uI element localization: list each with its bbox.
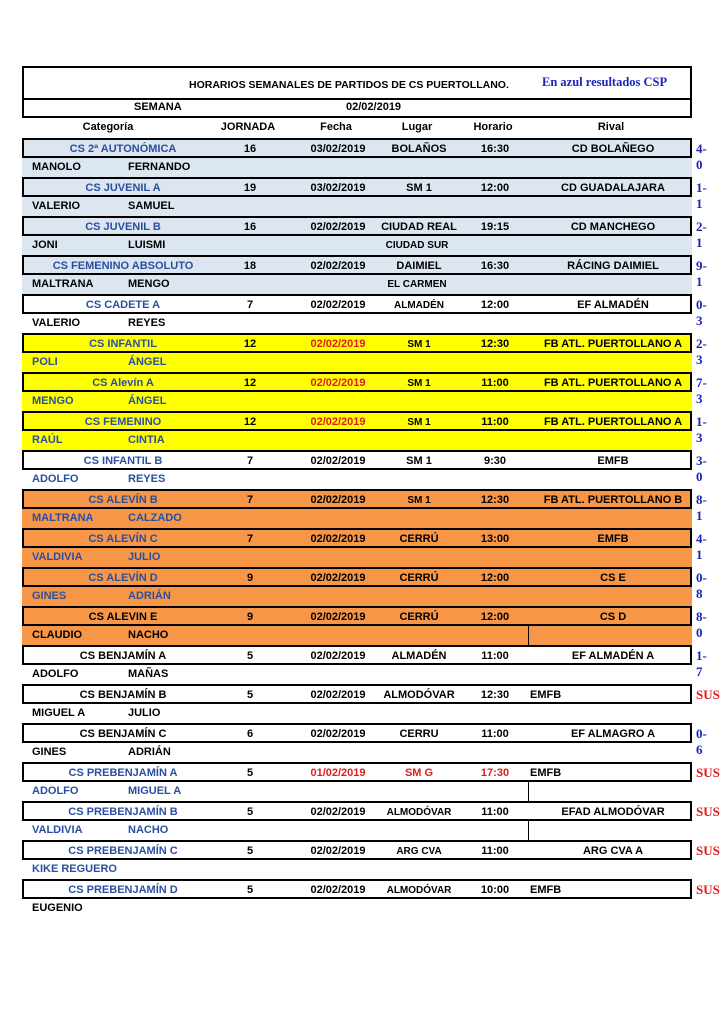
player-2: REYES (128, 317, 166, 329)
time-cell: 12:30 (480, 689, 510, 701)
time-cell: 11:00 (481, 845, 509, 857)
col-header-horario: Horario (473, 121, 513, 133)
rival-cell: RÁCING DAIMIEL (567, 260, 659, 272)
time-cell: 12:00 (480, 299, 510, 311)
jornada-cell: 5 (246, 650, 254, 662)
jornada-cell: 16 (243, 143, 257, 155)
title-row (22, 66, 692, 100)
jornada-cell: 5 (246, 806, 254, 818)
player-2: NACHO (128, 629, 169, 641)
players-row (22, 821, 692, 840)
time-cell: 11:00 (481, 806, 509, 818)
rival-cell: CS E (600, 572, 626, 584)
time-cell: 12:30 (480, 494, 510, 506)
player-2: MAÑAS (128, 668, 169, 680)
player-1: VALERIO (32, 200, 81, 212)
date-cell: 02/02/2019 (310, 689, 366, 701)
jornada-cell: 12 (243, 377, 257, 389)
venue-cell: CIUDAD REAL (381, 221, 457, 233)
category-cell: CS INFANTIL B (83, 455, 163, 467)
time-cell: 12:30 (480, 338, 510, 350)
result-cell: 0-6 (696, 726, 707, 757)
rival-cell: FB ATL. PUERTOLLANO A (543, 416, 683, 428)
category-cell: CS PREBENJAMÍN B (68, 806, 178, 818)
date-cell: 01/02/2019 (310, 767, 366, 779)
rival-cell: CD GUADALAJARA (561, 182, 665, 194)
result-cell: 3-0 (696, 453, 707, 484)
category-cell: CS ALEVÍN C (88, 533, 158, 545)
date-cell: 02/02/2019 (310, 611, 366, 623)
players-row (22, 197, 692, 216)
venue-cell: ALMODÓVAR (383, 689, 455, 701)
player-2: FERNANDO (128, 161, 191, 173)
venue-cell: SM G (404, 767, 434, 779)
result-cell: SUS (696, 843, 720, 858)
venue-cell: SM 1 (407, 378, 431, 389)
week-row (22, 100, 692, 118)
date-cell: 02/02/2019 (310, 494, 366, 506)
jornada-cell: 12 (243, 338, 257, 350)
category-cell: CS FEMENINO (84, 416, 162, 428)
match-row (22, 801, 720, 821)
result-cell: 1-1 (696, 180, 707, 211)
schedule-sheet (22, 66, 720, 918)
player-2: MIGUEL A (128, 785, 182, 797)
date-cell: 02/02/2019 (310, 884, 366, 896)
time-cell: 12:00 (480, 611, 510, 623)
rival-cell: EMFB (530, 884, 562, 896)
players-row (22, 782, 692, 801)
venue-cell: CERRÚ (399, 572, 439, 584)
time-cell: 16:30 (480, 143, 510, 155)
result-cell: 0-8 (696, 570, 707, 601)
result-cell: 4-1 (696, 531, 707, 562)
category-cell: CS BENJAMÍN C (79, 728, 167, 740)
player-2: MENGO (128, 278, 170, 290)
rival-cell: CD MANCHEGO (570, 221, 656, 233)
category-cell: CS 2ª AUTONÓMICA (69, 143, 177, 155)
category-cell: CS PREBENJAMÍN A (68, 767, 178, 779)
player-1: MENGO (32, 395, 74, 407)
time-cell: 9:30 (483, 455, 507, 467)
jornada-cell: 12 (243, 416, 257, 428)
result-cell: 2-3 (696, 336, 707, 367)
player-1: ADOLFO (32, 668, 79, 680)
result-cell: 8-1 (696, 492, 707, 523)
jornada-cell: 19 (243, 182, 257, 194)
rival-cell: FB ATL. PUERTOLLANO B (543, 494, 683, 506)
result-cell: SUS (696, 882, 720, 897)
player-1: VALDIVIA (32, 551, 83, 563)
player-2: ADRIÁN (128, 746, 171, 758)
time-cell: 17:30 (480, 767, 510, 779)
cell-divider (528, 781, 529, 802)
date-cell: 03/02/2019 (310, 143, 366, 155)
time-cell: 13:00 (480, 533, 510, 545)
time-cell: 12:00 (480, 182, 510, 194)
date-cell: 02/02/2019 (310, 377, 366, 389)
category-cell: CS CADETE A (85, 299, 161, 311)
player-1: VALERIO (32, 317, 81, 329)
player-1: EUGENIO (32, 902, 83, 914)
category-cell: CS ALEVIN E (88, 611, 158, 623)
venue-cell: SM 1 (407, 495, 431, 506)
players-row (22, 860, 692, 879)
rival-cell: CS D (599, 611, 627, 623)
player-1: VALDIVIA (32, 824, 83, 836)
result-cell: SUS (696, 804, 720, 819)
result-cell: SUS (696, 687, 720, 702)
date-cell: 02/02/2019 (310, 728, 366, 740)
venue-cell: SM 1 (407, 417, 431, 428)
players-row (22, 626, 692, 645)
players-row (22, 470, 692, 489)
jornada-cell: 5 (246, 884, 254, 896)
date-cell: 02/02/2019 (310, 260, 366, 272)
players-row (22, 431, 692, 450)
player-2: ÁNGEL (128, 356, 167, 368)
date-cell: 02/02/2019 (310, 416, 366, 428)
jornada-cell: 9 (246, 611, 254, 623)
player-1: JONI (32, 239, 58, 251)
match-row (22, 762, 720, 782)
player-2: JULIO (128, 707, 161, 719)
col-header-fecha: Fecha (320, 121, 352, 133)
player-2: SAMUEL (128, 200, 175, 212)
category-cell: CS JUVENIL B (85, 221, 161, 233)
player-1: CLAUDIO (32, 629, 83, 641)
venue-cell: SM 1 (407, 339, 431, 350)
jornada-cell: 16 (243, 221, 257, 233)
player-2: REYES (128, 473, 166, 485)
result-cell: 2-1 (696, 219, 707, 250)
time-cell: 11:00 (481, 416, 509, 428)
venue-cell: CERRÚ (399, 533, 439, 545)
venue-cell: DAIMIEL (396, 260, 442, 272)
venue-cell: SM 1 (406, 455, 432, 467)
player-1: KIKE REGUERO (32, 863, 117, 875)
week-label: SEMANA (134, 101, 182, 113)
time-cell: 11:00 (481, 377, 509, 389)
date-cell: 02/02/2019 (310, 221, 366, 233)
category-cell: CS JUVENIL A (85, 182, 161, 194)
venue-cell: SM 1 (406, 182, 432, 194)
players-row (22, 314, 692, 333)
rival-cell: EF ALMADÉN (577, 299, 649, 311)
player-1: RAÚL (32, 434, 63, 446)
week-date: 02/02/2019 (346, 101, 402, 113)
jornada-cell: 5 (246, 689, 254, 701)
venue-cell: ALMADÉN (394, 300, 444, 311)
date-cell: 02/02/2019 (310, 650, 366, 662)
rival-cell: FB ATL. PUERTOLLANO A (543, 338, 683, 350)
category-cell: CS PREBENJAMÍN D (68, 884, 178, 896)
players-row (22, 509, 692, 528)
player-1: ADOLFO (32, 473, 79, 485)
rival-cell: EMFB (597, 455, 629, 467)
result-cell: 1-3 (696, 414, 707, 445)
category-cell: CS BENJAMÍN A (79, 650, 167, 662)
player-2: CINTIA (128, 434, 165, 446)
col-header-lugar: Lugar (401, 121, 433, 133)
category-cell: CS FEMENINO ABSOLUTO (52, 260, 194, 272)
rival-cell: ARG CVA A (582, 845, 644, 857)
players-row (22, 236, 692, 255)
venue-note: EL CARMEN (387, 279, 447, 290)
category-cell: CS Alevín A (92, 377, 154, 389)
result-cell: 1-7 (696, 648, 707, 679)
venue-cell: CERRÚ (399, 611, 439, 623)
player-1: GINES (32, 590, 67, 602)
rival-cell: EMFB (530, 767, 562, 779)
date-cell: 02/02/2019 (310, 572, 366, 584)
player-2: LUISMI (128, 239, 166, 251)
player-1: GINES (32, 746, 67, 758)
players-row (22, 392, 692, 411)
jornada-cell: 5 (246, 767, 254, 779)
venue-cell: ARG CVA (396, 846, 442, 857)
results-note: En azul resultados CSP (542, 75, 668, 89)
col-header-categoria: Categoría (82, 121, 134, 133)
venue-cell: ALMODÓVAR (386, 885, 452, 896)
rival-cell: EFAD ALMODÓVAR (561, 806, 665, 818)
player-2: JULIO (128, 551, 161, 563)
player-1: MIGUEL A (32, 707, 86, 719)
col-header-rival: Rival (597, 121, 625, 133)
rival-cell: FB ATL. PUERTOLLANO A (543, 377, 683, 389)
rival-cell: EMFB (597, 533, 629, 545)
jornada-cell: 5 (246, 845, 254, 857)
players-row (22, 704, 692, 723)
jornada-cell: 18 (243, 260, 257, 272)
player-2: ÁNGEL (128, 395, 167, 407)
jornada-cell: 7 (246, 533, 254, 545)
category-cell: CS PREBENJAMÍN C (68, 845, 178, 857)
rival-cell: CD BOLAÑEGO (571, 143, 655, 155)
jornada-cell: 7 (246, 455, 254, 467)
players-row (22, 353, 692, 372)
jornada-cell: 7 (246, 494, 254, 506)
result-cell: 0-3 (696, 297, 707, 328)
jornada-cell: 7 (246, 299, 254, 311)
players-row (22, 899, 692, 918)
players-row (22, 587, 692, 606)
result-cell: 9-1 (696, 258, 707, 289)
player-2: CALZADO (128, 512, 182, 524)
venue-cell: CERRU (399, 728, 439, 740)
rival-cell: EMFB (530, 689, 562, 701)
result-cell: 8-0 (696, 609, 707, 640)
category-cell: CS INFANTIL (89, 338, 157, 350)
players-row (22, 275, 692, 294)
date-cell: 02/02/2019 (310, 533, 366, 545)
cell-divider (528, 625, 529, 646)
date-cell: 02/02/2019 (310, 299, 366, 311)
date-cell: 02/02/2019 (310, 806, 366, 818)
category-cell: CS BENJAMÍN B (79, 689, 167, 701)
venue-cell: ALMADÉN (391, 650, 447, 662)
players-row (22, 158, 692, 177)
time-cell: 16:30 (480, 260, 510, 272)
match-row (22, 840, 720, 860)
player-1: ADOLFO (32, 785, 79, 797)
venue-cell: BOLAÑOS (391, 143, 447, 155)
time-cell: 11:00 (481, 728, 509, 740)
player-1: MALTRANA (32, 278, 94, 290)
players-row (22, 548, 692, 567)
time-cell: 11:00 (481, 650, 509, 662)
date-cell: 02/02/2019 (310, 845, 366, 857)
date-cell: 03/02/2019 (310, 182, 366, 194)
venue-cell: ALMODÓVAR (386, 807, 452, 818)
match-rows (22, 138, 720, 918)
result-cell: 7-3 (696, 375, 707, 406)
rival-cell: EF ALMAGRO A (570, 728, 656, 740)
column-header-row (22, 118, 692, 138)
jornada-cell: 6 (246, 728, 254, 740)
sheet-title: HORARIOS SEMANALES DE PARTIDOS DE CS PUERTOLLANO. (189, 79, 509, 91)
date-cell: 02/02/2019 (310, 338, 366, 350)
rival-cell: EF ALMADÉN A (571, 650, 655, 662)
date-cell: 02/02/2019 (310, 455, 366, 467)
match-row (22, 684, 720, 704)
result-cell: SUS (696, 765, 720, 780)
players-row (22, 743, 692, 762)
player-1: POLI (32, 356, 58, 368)
time-cell: 10:00 (480, 884, 510, 896)
time-cell: 19:15 (480, 221, 510, 233)
category-cell: CS ALEVÍN D (88, 572, 158, 584)
player-1: MALTRANA (32, 512, 94, 524)
result-cell: 4-0 (696, 141, 707, 172)
cell-divider (528, 820, 529, 841)
jornada-cell: 9 (246, 572, 254, 584)
player-2: NACHO (128, 824, 169, 836)
col-header-jornada: JORNADA (220, 121, 276, 133)
players-row (22, 665, 692, 684)
time-cell: 12:00 (480, 572, 510, 584)
venue-note: CIUDAD SUR (385, 240, 449, 251)
match-row (22, 879, 720, 899)
category-cell: CS ALEVÍN B (88, 494, 158, 506)
player-2: ADRIÁN (128, 590, 171, 602)
player-1: MANOLO (32, 161, 81, 173)
